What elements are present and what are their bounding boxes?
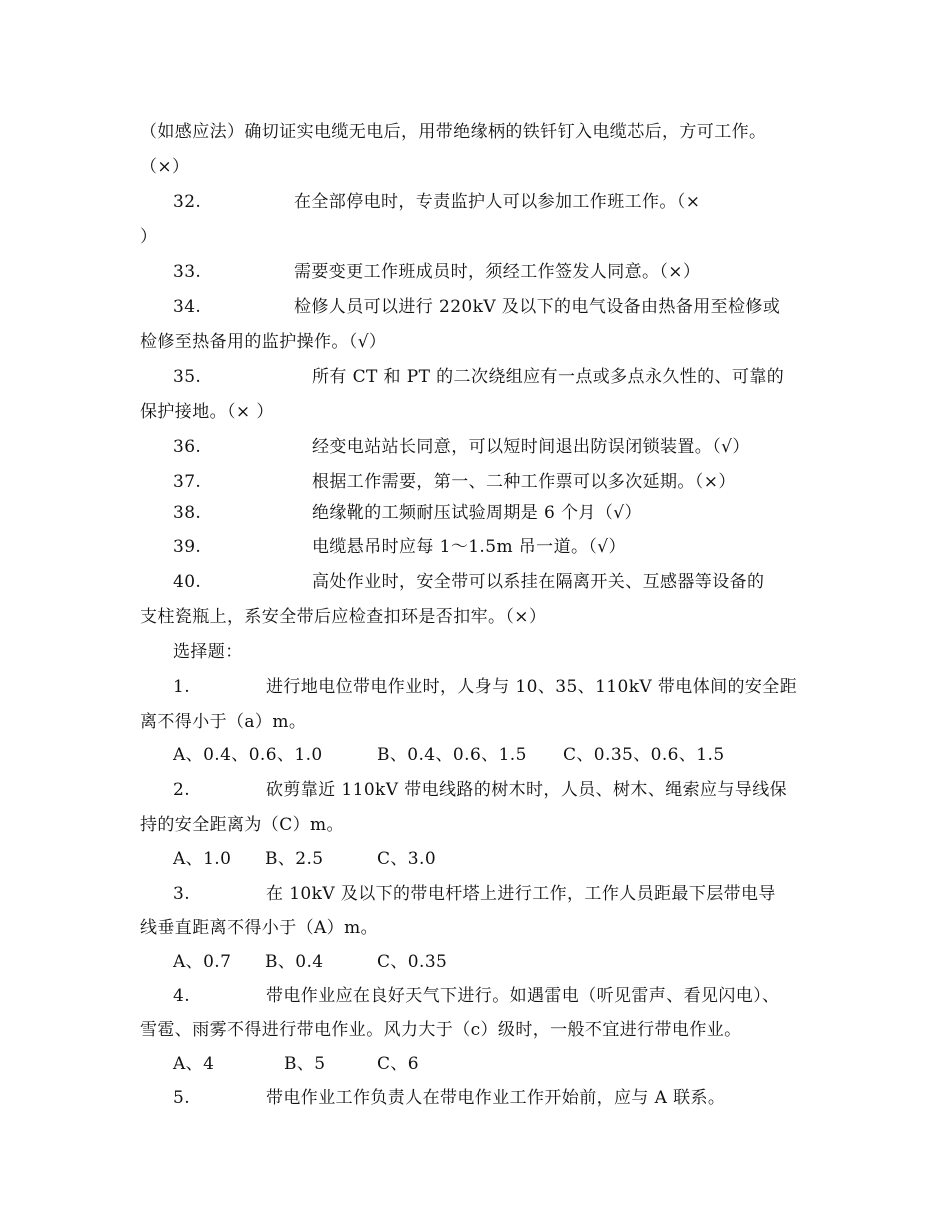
paragraph-line: 保护接地。（× ）: [140, 402, 274, 422]
item-number: 3.: [173, 884, 191, 904]
option-a: A、1.0: [173, 849, 232, 869]
section-heading: 选择题：: [173, 642, 243, 662]
item-text: 高处作业时，安全带可以系挂在隔离开关、互感器等设备的: [312, 572, 765, 592]
item-number: 33.: [173, 262, 202, 282]
paragraph-line: 持的安全距离为（C）m。: [140, 815, 344, 835]
item-number: 34.: [173, 297, 202, 317]
item-text: 需要变更工作班成员时，须经工作签发人同意。（×）: [294, 262, 701, 282]
option-b: B、0.4、0.6、1.5: [377, 745, 527, 765]
item-text: 在全部停电时，专责监护人可以参加工作班工作。（×: [294, 192, 701, 212]
item-text: 在 10kV 及以下的带电杆塔上进行工作，工作人员距最下层带电导: [266, 884, 776, 904]
paragraph-line: 支柱瓷瓶上，系安全带后应检查扣环是否扣牢。（×）: [140, 607, 547, 627]
paragraph-line: 离不得小于（a）m。: [140, 712, 307, 732]
item-number: 36.: [173, 437, 202, 457]
item-text: 检修人员可以进行 220kV 及以下的电气设备由热备用至检修或: [294, 297, 781, 317]
item-number: 35.: [173, 367, 202, 387]
option-b: B、0.4: [265, 952, 324, 972]
item-text: 经变电站站长同意，可以短时间退出防误闭锁装置。（√）: [312, 437, 750, 457]
option-a: A、4: [173, 1054, 215, 1074]
item-number: 39.: [173, 537, 202, 557]
item-number: 4.: [173, 986, 191, 1006]
option-b: B、2.5: [265, 849, 324, 869]
paragraph-line: 雪雹、雨雾不得进行带电作业。风力大于（c）级时，一般不宜进行带电作业。: [140, 1020, 742, 1040]
item-number: 37.: [173, 472, 202, 492]
paragraph-line: 检修至热备用的监护操作。（√）: [140, 332, 387, 352]
item-text: 电缆悬吊时应每 1～1.5m 吊一道。（√）: [312, 537, 626, 557]
paragraph-line: （如感应法）确切证实电缆无电后，用带绝缘柄的铁钎钉入电缆芯后，方可工作。: [140, 122, 767, 142]
option-b: B、5: [284, 1054, 326, 1074]
option-c: C、0.35: [377, 952, 448, 972]
option-a: A、0.7: [173, 952, 232, 972]
item-number: 2.: [173, 780, 191, 800]
item-number: 1.: [173, 677, 191, 697]
item-text: 带电作业工作负责人在带电作业工作开始前，应与 A 联系。: [266, 1088, 726, 1108]
item-text: 砍剪靠近 110kV 带电线路的树木时，人员、树木、绳索应与导线保: [266, 780, 788, 800]
item-number: 40.: [173, 572, 202, 592]
paragraph-line: 线垂直距离不得小于（A）m。: [140, 918, 378, 938]
option-c: C、6: [377, 1054, 420, 1074]
item-text: 带电作业应在良好天气下进行。如遇雷电（听见雷声、看见闪电）、: [266, 986, 780, 1006]
item-number: 5.: [173, 1088, 191, 1108]
item-number: 38.: [173, 503, 202, 523]
item-number: 32.: [173, 192, 202, 212]
item-text: 绝缘靴的工频耐压试验周期是 6 个月（√）: [312, 503, 642, 523]
item-text: 所有 CT 和 PT 的二次绕组应有一点或多点永久性的、可靠的: [312, 367, 785, 387]
paragraph-line: （×）: [140, 157, 190, 177]
paragraph-line: ）: [140, 227, 158, 247]
item-text: 根据工作需要，第一、二种工作票可以多次延期。（×）: [312, 472, 736, 492]
item-text: 进行地电位带电作业时，人身与 10、35、110kV 带电体间的安全距: [266, 677, 798, 697]
option-c: C、0.35、0.6、1.5: [563, 745, 725, 765]
option-a: A、0.4、0.6、1.0: [173, 745, 323, 765]
option-c: C、3.0: [377, 849, 437, 869]
